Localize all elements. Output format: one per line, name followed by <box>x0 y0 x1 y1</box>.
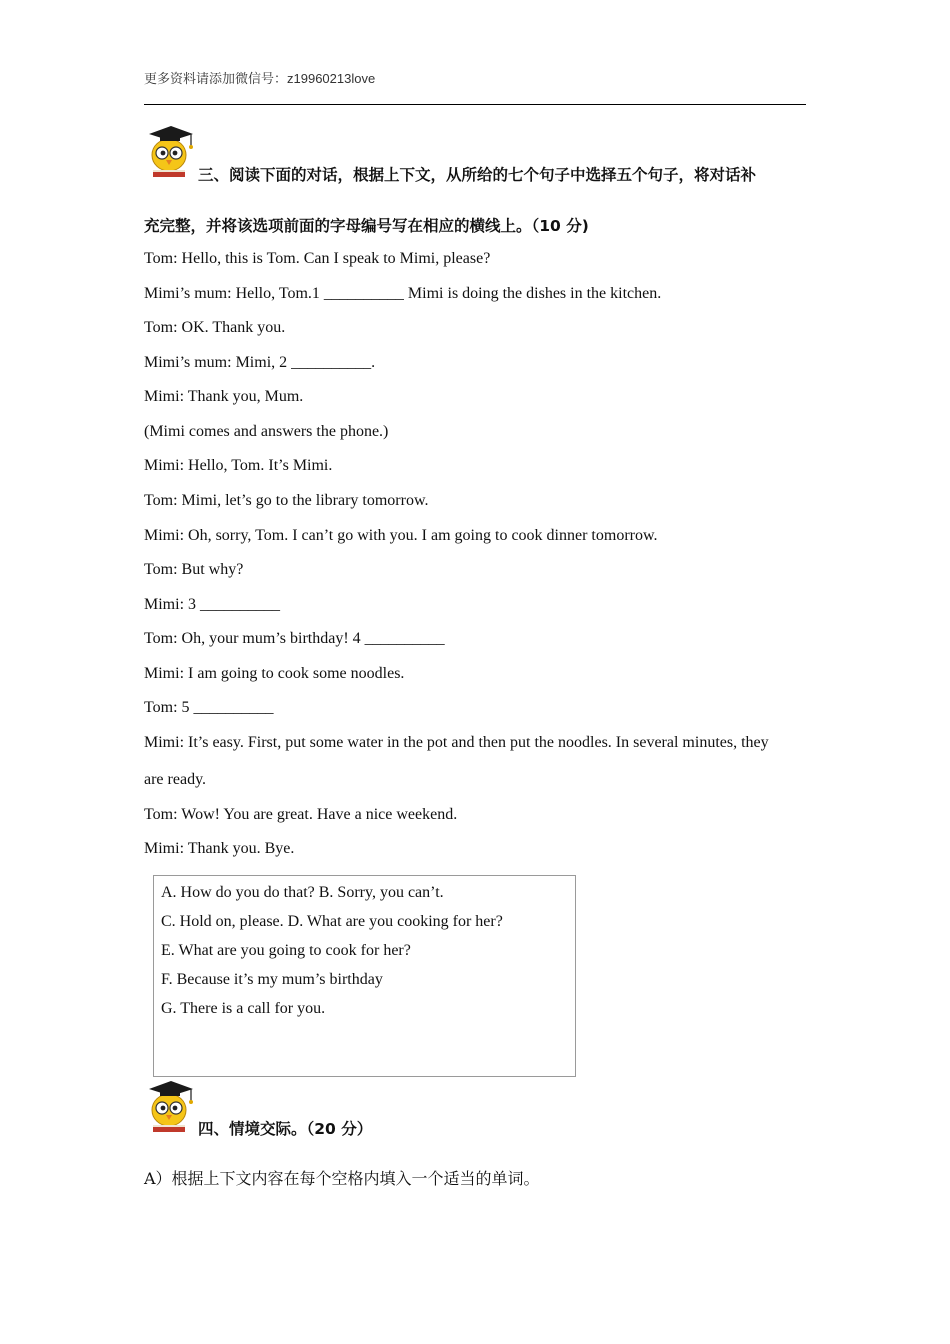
section3-title-line2: 充完整，并将该选项前面的字母编号写在相应的横线上。（10 分) <box>144 217 589 235</box>
section4-title: 四、情境交际。（20 分） <box>198 1120 373 1138</box>
dialogue-line: Tom: Hello, this is Tom. Can I speak to Mimi, please? <box>144 250 491 267</box>
dialogue-line: Tom: But why? <box>144 561 244 578</box>
dialogue-line: Mimi: 3 __________ <box>144 596 281 613</box>
dialogue-line: Mimi: Thank you, Mum. <box>144 388 304 405</box>
graduation-owl-mascot-icon <box>143 1077 195 1135</box>
option-item: G. There is a call for you. <box>161 1000 326 1017</box>
header-note: 更多资料请添加微信号：z19960213love <box>144 71 376 86</box>
dialogue-line: Mimi: Hello, Tom. It’s Mimi. <box>144 457 333 474</box>
option-item: E. What are you going to cook for her? <box>161 942 411 959</box>
dialogue-line: Mimi’s mum: Hello, Tom.1 __________ Mimi is doing the dishes in the kitchen. <box>144 285 662 302</box>
options-box <box>153 875 576 1077</box>
dialogue-line: Mimi: I am going to cook some noodles. <box>144 665 405 682</box>
option-item: C. Hold on, please. D. What are you cooking for her? <box>161 913 503 930</box>
dialogue-line: Tom: Mimi, let’s go to the library tomorrow. <box>144 492 429 509</box>
graduation-owl-mascot-icon <box>143 122 195 180</box>
dialogue-line: are ready. <box>144 771 207 788</box>
dialogue-line: Mimi: Oh, sorry, Tom. I can’t go with you. I am going to cook dinner tomorrow. <box>144 527 658 544</box>
dialogue-line: (Mimi comes and answers the phone.) <box>144 423 389 440</box>
dialogue-line: Mimi: It’s easy. First, put some water in the pot and then put the noodles. In several minutes, they <box>144 734 769 751</box>
header-divider <box>144 104 806 105</box>
option-item: F. Because it’s my mum’s birthday <box>161 971 383 988</box>
dialogue-line: Tom: 5 __________ <box>144 699 274 716</box>
dialogue-line: Tom: OK. Thank you. <box>144 319 286 336</box>
section3-title-line1: 三、阅读下面的对话，根据上下文，从所给的七个句子中选择五个句子，将对话补 <box>198 166 757 184</box>
dialogue-line: Tom: Wow! You are great. Have a nice weekend. <box>144 806 458 823</box>
option-item: A. How do you do that? B. Sorry, you can’t. <box>161 884 444 901</box>
dialogue-line: Mimi: Thank you. Bye. <box>144 840 295 857</box>
section4-sub-a-instruction: A）根据上下文内容在每个空格内填入一个适当的单词。 <box>144 1169 540 1188</box>
dialogue-line: Tom: Oh, your mum’s birthday! 4 __________ <box>144 630 445 647</box>
dialogue-line: Mimi’s mum: Mimi, 2 __________. <box>144 354 376 371</box>
